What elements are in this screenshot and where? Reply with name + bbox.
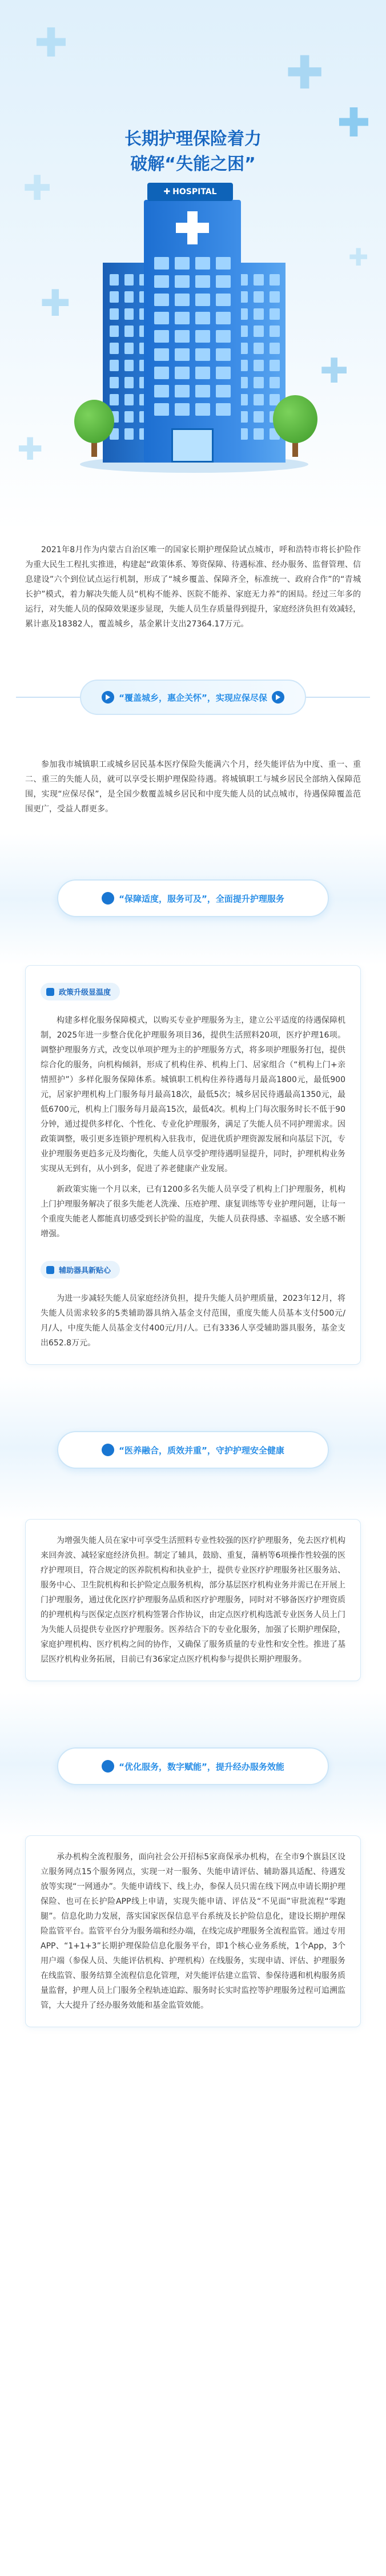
section2-subheading2 xyxy=(41,1261,120,1279)
section3-paragraph: 为增强失能人员在家中可享受生活照料专业性较强的医疗护理服务，免去医疗机构来回奔波、减轻家庭经济负担。制定了辅具，鼓励、重复，蒲柄等6项操作性较强的医疗护理项目，符合规定的医养院机构和执业护士，提供专业医疗护理服务社区服务站、服务中心、卫生院机构和长护险定点服务机构，部分基层医疗机构业务并需已在开展上门护理服务，通过优化医疗护理服务品质和医疗护理服务，同时对不够备医疗护理资质的护理机构与医保定点医疗机构签署合作协议，由定点医疗机构选派专业医务人员上门为失能人员提供专业医疗护理服务。医养结合下的专业化服务，加强了长期护理保险，家庭护理机构、医疗机构之间的协作，又确保了服务质量的专业性和安全性。推进了基层医疗机构业务拓展，目前已有36家定点医疗机构参与提供长期护理服务。 xyxy=(41,1536,345,1664)
hospital-illustration xyxy=(80,183,308,503)
section2-paragraph3: 为进一步减轻失能人员家庭经济负担，提升失能人员护理质量，2023年12月，将失能人员需求较多的5类辅助器具纳入基金支付范围，重度失能人员基本支付500元/月/人，中度失能人员基金支付400元/月/人。已有3336人享受辅助器具服务，基金支出652.8万元。 xyxy=(41,1294,345,1348)
arrow-bullet-icon xyxy=(272,691,284,704)
plus-decoration-icon: ✚ xyxy=(40,283,71,325)
section1-body xyxy=(0,740,386,834)
section2-card xyxy=(25,965,361,1365)
section1-paragraph: 参加我市城镇职工或城乡居民基本医疗保险失能满六个月，经失能评估为中度、重一、重二、重三的失能人员，就可以享受长期护理保险待遇。将城镇职工与城乡居民全部纳入保障范围，实现“应保尽保”，是全国少数覆盖城乡居民和中度失能人员的试点城市，待遇保障覆盖范围更广，受益人群更多。 xyxy=(25,760,361,814)
hero-title-line2: 破解“失能之困” xyxy=(130,154,256,174)
section2-paragraph1: 构建多样化服务保障模式，以购买专业护理服务为主，建立公平适度的待遇保障机制，2025年进一步整合优化护理服务项目36，提供生活照料20项，医疗护理16项。调整护理服务方式，改变以单项护理为主的护理服务方式，将多项护理服务打包，提供综合化的服务，向机构倾斜，形成了机构住养、机构上门、居家组合（“机构上门+亲情照护”）多样化服务保障体系。城镇职工机构住养待遇每月最高1800元，最低900元，居家护理机构上门服务每月最高18次，最低5次；城乡居民待遇最高1350元，最低6700元，机构上门服务每月最高15次，最低4次。机构上门每次服务时长不低于90分钟，通过提供多样化、个性化、专业化护理服务，满足了失能人员不同护理需求。因政策调整，吸引更多连锁护理机构入驻我市，促进优质护理资源发展和向基层下沉，专业护理服务更趋多元及均衡化，失能人员享受护理待遇明显提升，同时，护理机构业务实现从无到有，从小到多，促进了养老健康产业发展。 xyxy=(41,1016,345,1174)
section2-body xyxy=(0,965,386,1365)
cross-icon: ✚ xyxy=(163,187,171,196)
section1-banner xyxy=(0,654,386,740)
tree-icon xyxy=(74,400,114,443)
hospital-sign xyxy=(147,183,233,201)
hero-banner xyxy=(0,0,386,531)
section2-title-pill xyxy=(57,879,329,917)
intro-section xyxy=(0,531,386,632)
square-bullet-icon xyxy=(46,1266,54,1274)
tree-icon xyxy=(273,395,317,443)
hero-title-line1: 长期护理保险着力 xyxy=(124,129,262,149)
plus-decoration-icon: ✚ xyxy=(17,431,43,467)
plus-decoration-icon: ✚ xyxy=(34,19,68,66)
section1-title: “覆盖城乡，惠企关怀”，实现应保尽保 xyxy=(119,692,267,703)
section1-title-pill xyxy=(80,680,306,715)
section4-paragraph: 承办机构全流程服务，面向社会公开招标5家商保承办机构，在全市9个旗县区设立服务网点15个服务网点，实现一对一服务、失能申请评估、辅助器具适配、待遇发放等实现“一网通办”。失能申请线下、线上办，参保人员只需在线下网点申请长期护理保险、也可在长护险APP线上申请，实现失能申请、评估及“不见面”审批流程“零跑腿”。信息化助力发展，落实国家医保信息平台系统及长护险信息化，建设长期护理保险监管平台。监管平台分为服务端和经办端，在线完成护理服务全流程监管。通过专用APP、“1+1+3”长期护理保险信息化服务平台，即1个核心业务系统，1个App，3个用户端（参保人员、失能评估机构、护理机构）在线服务，实现申请、评估、护理服务在线监管、服务结算全流程信息化管理，对失能评估建立监管、参保待遇和机构服务质量监督，护理人员上门服务全程轨迹追踪、服务时长实时监控等护理服务过程可追溯监管，大大提升了经办服务效能和基金监管效能。 xyxy=(41,1852,345,2010)
section4-banner xyxy=(0,1693,386,1835)
square-bullet-icon xyxy=(46,988,54,996)
plus-decoration-icon: ✚ xyxy=(23,168,52,208)
section2-subheading1-text: 政策升级显温度 xyxy=(59,988,111,997)
section3-body xyxy=(0,1519,386,1681)
section3-banner xyxy=(0,1376,386,1519)
plus-decoration-icon: ✚ xyxy=(337,99,371,146)
section4-card xyxy=(25,1835,361,2027)
hospital-door xyxy=(171,428,214,463)
hero-title xyxy=(0,127,386,177)
plus-decoration-icon: ✚ xyxy=(286,46,324,99)
section2-paragraph2: 新政策实施一个月以来，已有1200多名失能人员享受了机构上门护理服务，机构上门护理服务解决了很多失能老人洗澡、压疮护理、康复训练等专业护理问题，让每一个重度失能老人都能真切感受到长护险的温度，失能人员获得感、幸福感、安全感不断增强。 xyxy=(41,1185,345,1239)
section2-title: “保障适度，服务可及”，全面提升护理服务 xyxy=(119,893,284,904)
plus-decoration-icon: ✚ xyxy=(348,243,369,271)
arrow-bullet-icon xyxy=(102,1760,114,1773)
section2-banner xyxy=(0,834,386,965)
section3-card xyxy=(25,1519,361,1681)
plus-decoration-icon: ✚ xyxy=(320,351,349,391)
section3-title: “医养融合，质效并重”，守护护理安全健康 xyxy=(119,1445,284,1456)
section4-title-pill xyxy=(57,1747,329,1785)
arrow-bullet-icon xyxy=(102,1444,114,1456)
section4-title: “优化服务，数字赋能”，提升经办服务效能 xyxy=(119,1761,284,1772)
section2-subheading2-text: 辅助器具新贴心 xyxy=(59,1267,111,1275)
hospital-sign-label: HOSPITAL xyxy=(172,187,217,196)
section3-title-pill xyxy=(57,1431,329,1469)
arrow-bullet-icon xyxy=(102,691,114,704)
arrow-bullet-icon xyxy=(102,892,114,905)
intro-paragraph: 2021年8月作为内蒙古自治区唯一的国家长期护理保险试点城市，呼和浩特市将长护险作为重大民生工程扎实推进，构建起“政策体系、筹资保障、待遇标准、经办服务、监督管理、信息建设”六个到位试点运行机制，形成了“城乡覆盖、保障齐全，标准统一、政府合作”的“青城长护”模式，着力解决失能人员“机构不能养、医院不能养、家庭无力养”的困局。经过三年多的运行，对失能人员的保障效果逐步显现，失能人员生存质量得到提升，家庭经济负担有效减轻，累计惠及18382人，覆盖城乡，基金累计支出27364.17万元。 xyxy=(25,545,361,629)
section4-body xyxy=(0,1835,386,2050)
section2-subheading1 xyxy=(41,983,120,1000)
medical-cross-icon xyxy=(176,211,209,244)
